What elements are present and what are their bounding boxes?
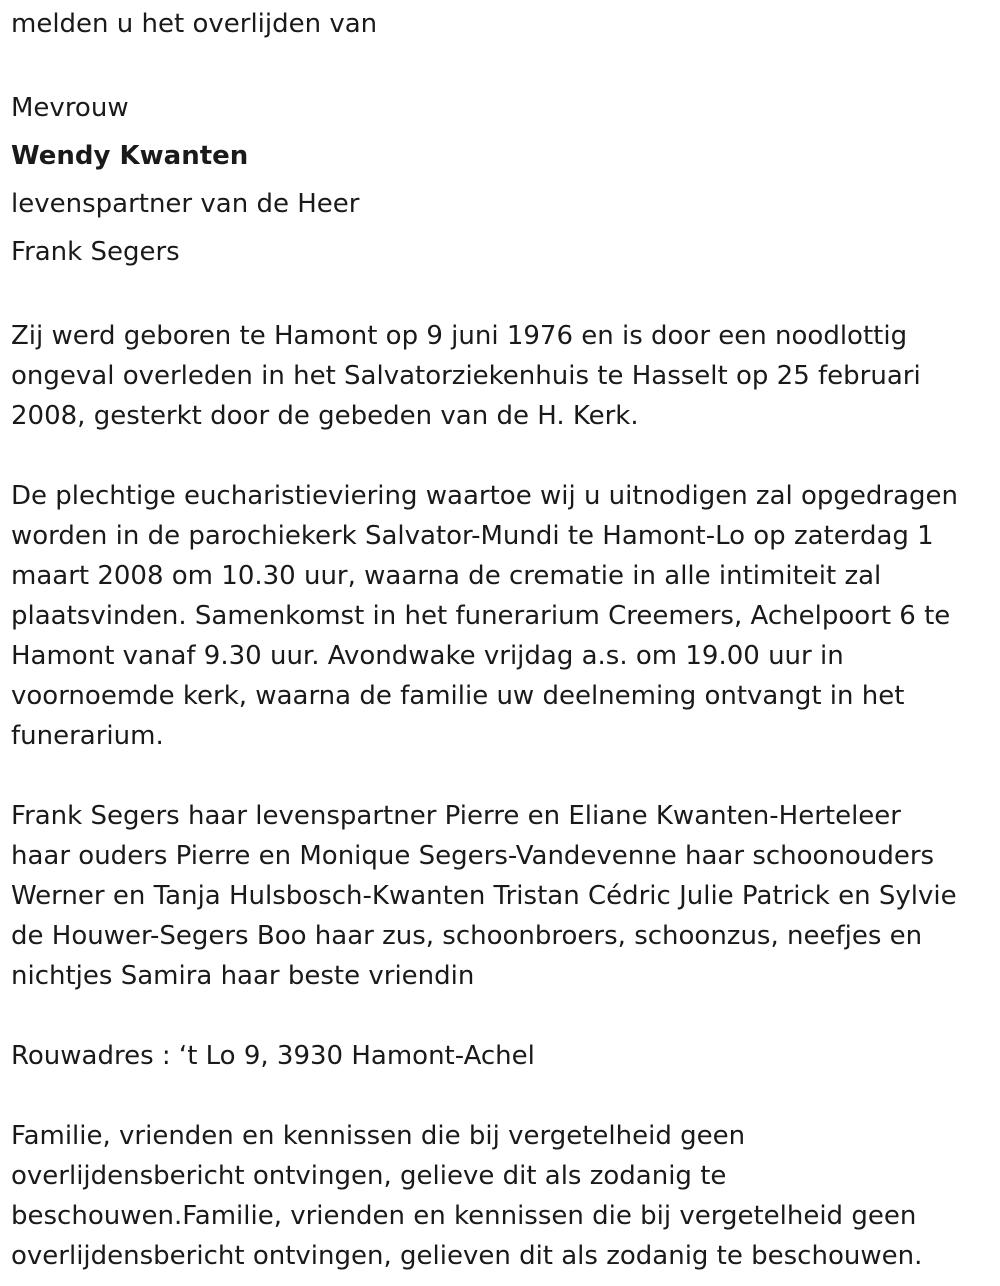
paragraph-line: 2008, gesterkt door de gebeden van de H. Kerk.	[11, 401, 639, 431]
paragraph-line: worden in de parochiekerk Salvator-Mundi te Hamont-Lo op zaterdag 1	[11, 521, 934, 551]
relation-line: levenspartner van de Heer	[11, 189, 360, 219]
paragraph-line: plaatsvinden. Samenkomst in het funerarium Creemers, Achelpoort 6 te	[11, 601, 951, 631]
family-paragraph	[11, 796, 990, 996]
paragraph-line: Hamont vanaf 9.30 uur. Avondwake vrijdag a.s. om 19.00 uur in	[11, 641, 844, 671]
paragraph-line: De plechtige eucharistieviering waartoe wij u uitnodigen zal opgedragen	[11, 481, 959, 511]
paragraph-line: Familie, vrienden en kennissen die bij vergetelheid geen	[11, 1121, 746, 1151]
ceremony-paragraph	[11, 476, 990, 756]
partner-name: Frank Segers	[11, 237, 180, 267]
spacer	[11, 44, 990, 84]
paragraph-line: haar ouders Pierre en Monique Segers-Vandevenne haar schoonouders	[11, 841, 935, 871]
spacer	[11, 996, 990, 1036]
mourning-address: Rouwadres : ‘t Lo 9, 3930 Hamont-Achel	[11, 1041, 535, 1071]
spacer	[11, 756, 990, 796]
paragraph-line: overlijdensbericht ontvingen, gelieven dit als zodanig te beschouwen.	[11, 1241, 923, 1271]
closing-paragraph	[11, 1116, 990, 1276]
paragraph-line: funerarium.	[11, 721, 164, 751]
paragraph-line: Werner en Tanja Hulsbosch-Kwanten Tristan Cédric Julie Patrick en Sylvie	[11, 881, 957, 911]
paragraph-line: Frank Segers haar levenspartner Pierre en Eliane Kwanten-Herteleer	[11, 801, 901, 831]
spacer	[11, 436, 990, 476]
salutation: Mevrouw	[11, 93, 129, 123]
paragraph-line: Zij werd geboren te Hamont op 9 juni 1976 en is door een noodlottig	[11, 321, 908, 351]
spacer	[11, 276, 990, 316]
paragraph-line: de Houwer-Segers Boo haar zus, schoonbroers, schoonzus, neefjes en	[11, 921, 923, 951]
deceased-name: Wendy Kwanten	[11, 141, 249, 171]
intro-line: melden u het overlijden van	[11, 9, 378, 39]
paragraph-line: ongeval overleden in het Salvatorziekenhuis te Hasselt op 25 februari	[11, 361, 921, 391]
paragraph-line: overlijdensbericht ontvingen, gelieve dit als zodanig te	[11, 1161, 727, 1191]
spacer	[11, 1076, 990, 1116]
birth-death-paragraph	[11, 316, 990, 436]
paragraph-line: voornoemde kerk, waarna de familie uw deelneming ontvangt in het	[11, 681, 905, 711]
paragraph-line: beschouwen.Familie, vrienden en kennissen die bij vergetelheid geen	[11, 1201, 917, 1231]
paragraph-line: nichtjes Samira haar beste vriendin	[11, 961, 475, 991]
paragraph-line: maart 2008 om 10.30 uur, waarna de crematie in alle intimiteit zal	[11, 561, 882, 591]
